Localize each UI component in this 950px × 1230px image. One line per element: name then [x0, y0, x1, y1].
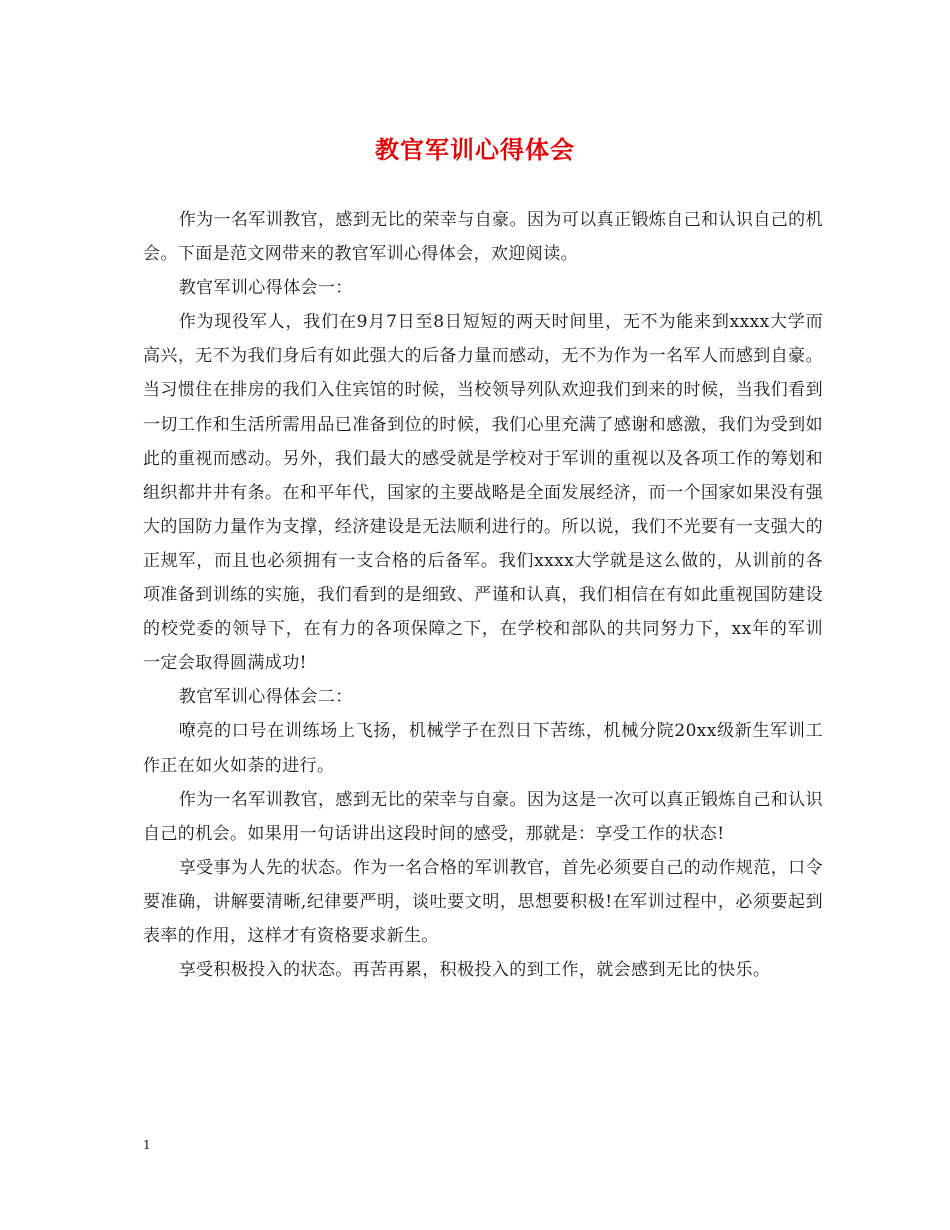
page-number: 1: [143, 1138, 151, 1152]
paragraph-slogan: 嘹亮的口号在训练场上飞扬，机械学子在烈日下苦练，机械分院20xx级新生军训工作正在如火如荼的进行。: [143, 721, 823, 776]
paragraph-leading-example: 享受事为人先的状态。作为一名合格的军训教官，首先必须要自己的动作规范，口令要准确，讲解要清晰,纪律要严明，谈吐要文明，思想要积极!在军训过程中，必须要起到表率的作用，这样才有资格要求新生。: [143, 857, 823, 946]
section-heading-two: 教官军训心得体会二：: [178, 687, 353, 708]
document-title: 教官军训心得体会: [375, 135, 575, 164]
paragraph-section-one: 作为现役军人，我们在9月7日至8日短短的两天时间里，无不为能来到xxxx大学而高兴，无不为我们身后有如此强大的后备力量而感动，无不为作为一名军人而感到自豪。当习惯住在排房的我们入住宾馆的时候，当校领导列队欢迎我们到来的时候，当我们看到一切工作和生活所需用品已准备到位的时候，我们心里充满了感谢和感激，我们为受到如此的重视而感动。另外，我们最大的感受就是学校对于军训的重视以及各项工作的筹划和组织都井井有条。在和平年代，国家的主要战略是全面发展经济，而一个国家如果没有强大的国防力量作为支撑，经济建设是无法顺利进行的。所以说，我们不光要有一支强大的正规军，而且也必须拥有一支合格的后备军。我们xxxx大学就是这么做的，从训前的各项准备到训练的实施，我们看到的是细致、严谨和认真，我们相信在有如此重视国防建设的校党委的领导下，在有力的各项保障之下，在学校和部队的共同努力下，xx年的军训一定会取得圆满成功!: [143, 312, 823, 674]
section-heading-one: 教官军训心得体会一：: [178, 278, 353, 299]
paragraph-intro: 作为一名军训教官，感到无比的荣幸与自豪。因为可以真正锻炼自己和认识自己的机会。下面是范文网带来的教官军训心得体会，欢迎阅读。: [143, 210, 823, 265]
paragraph-active-involvement: 享受积极投入的状态。再苦再累，积极投入的到工作，就会感到无比的快乐。: [178, 960, 771, 981]
paragraph-honor: 作为一名军训教官，感到无比的荣幸与自豪。因为这是一次可以真正锻炼自己和认识自己的机会。如果用一句话讲出这段时间的感受，那就是：享受工作的状态!: [143, 789, 823, 844]
document-body: [143, 203, 823, 987]
